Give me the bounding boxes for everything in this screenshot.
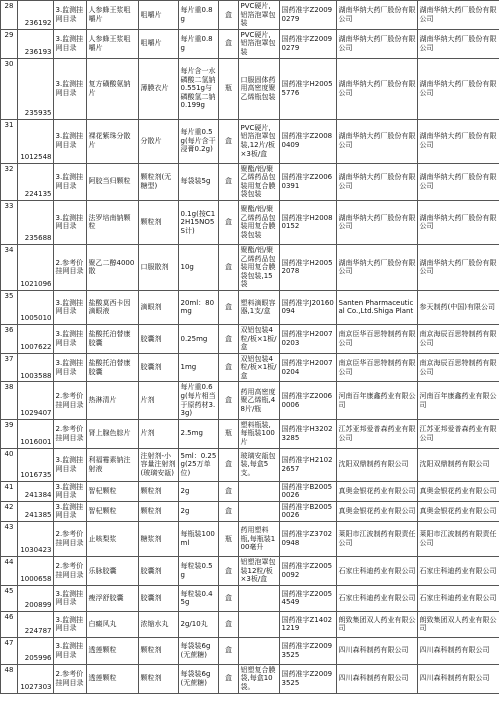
cell-package-description: 药用塑料瓶,每瓶装100毫升 [239, 522, 280, 557]
cell-package-description [239, 611, 280, 637]
cell-dosage-form: 片剂 [139, 419, 179, 448]
cell-manufacturer: 真奥金银花药业有限公司 [337, 501, 418, 521]
cell-specification: 每片重0.8g [179, 1, 219, 30]
cell-package-description: 玻璃安瓿包装,每盒5支。 [239, 448, 280, 481]
cell-specification: 2g [179, 501, 219, 521]
cell-package-unit: 盒 [219, 611, 239, 637]
cell-drug-name: 热淋清片 [87, 382, 139, 419]
cell-row-number: 30 [1, 58, 18, 119]
table-row [1, 637, 499, 664]
cell-row-number: 40 [1, 448, 18, 481]
cell-manufacturer: 四川森科制药有限公司 [337, 664, 418, 693]
cell-package-description: 双铝包装4粒/板×1板/盒 [239, 353, 280, 382]
table-row [1, 1, 499, 30]
table-row [1, 353, 499, 382]
cell-package-description: 铝塑泡罩包装12粒/板×3板/盒 [239, 557, 280, 586]
cell-catalog-category: 3.监测挂网目录 [54, 1, 87, 30]
cell-package-unit: 盒 [219, 501, 239, 521]
table-row [1, 481, 499, 501]
cell-catalog-category: 3.监测挂网目录 [54, 119, 87, 163]
table-row [1, 664, 499, 693]
cell-catalog-category: 2.参考价挂网目录 [54, 419, 87, 448]
cell-package-unit: 盒 [219, 557, 239, 586]
cell-dosage-form: 胶囊剂 [139, 353, 179, 382]
cell-row-number: 46 [1, 611, 18, 637]
cell-row-number: 33 [1, 200, 18, 244]
cell-product-code: 224787 [18, 611, 54, 637]
cell-package-unit: 盒 [219, 29, 239, 58]
cell-specification: 0.1g(按C12H15NO5S计) [179, 200, 219, 244]
cell-approval-number: 国药准字Z20050092 [280, 557, 337, 586]
cell-specification: 每袋装6g(无蔗糖) [179, 664, 219, 693]
cell-catalog-category: 3.监测挂网目录 [54, 501, 87, 521]
cell-product-code: 236193 [18, 29, 54, 58]
cell-listing-company: 参天制药(中国)有限公司 [418, 290, 499, 324]
cell-dosage-form: 咀嚼片 [139, 1, 179, 30]
cell-manufacturer: 湖南华纳大药厂股份有限公司 [337, 1, 418, 30]
cell-manufacturer: 四川森科制药有限公司 [337, 637, 418, 664]
cell-drug-name: 透莲颗粒 [87, 637, 139, 664]
cell-specification: 每袋装5g [179, 163, 219, 200]
table-row [1, 163, 499, 200]
cell-package-unit: 盒 [219, 353, 239, 382]
cell-catalog-category: 2.参考价挂网目录 [54, 522, 87, 557]
cell-row-number: 34 [1, 244, 18, 290]
cell-dosage-form: 颗粒剂 [139, 501, 179, 521]
cell-catalog-category: 2.参考价挂网目录 [54, 664, 87, 693]
cell-product-code: 224135 [18, 163, 54, 200]
cell-package-unit: 盒 [219, 382, 239, 419]
table-row [1, 244, 499, 290]
cell-dosage-form: 滴眼剂 [139, 290, 179, 324]
cell-manufacturer: 湖南华纳大药厂股份有限公司 [337, 119, 418, 163]
cell-drug-name: 肾上腺色腙片 [87, 419, 139, 448]
cell-package-unit: 瓶 [219, 522, 239, 557]
cell-drug-name: 人参蜂王浆咀嚼片 [87, 1, 139, 30]
cell-listing-company: 湖南华纳大药厂股份有限公司 [418, 163, 499, 200]
cell-listing-company: 四川森科制药有限公司 [418, 664, 499, 693]
cell-drug-name: 盐酸莫西卡因滴眼液 [87, 290, 139, 324]
cell-product-code: 1007622 [18, 324, 54, 353]
cell-drug-name: 止咳梨浆 [87, 522, 139, 557]
cell-drug-name: 盐酸托泊替康胶囊 [87, 324, 139, 353]
cell-package-description: PVC硬片,铝箔泡罩包装 [239, 1, 280, 30]
cell-row-number: 39 [1, 419, 18, 448]
cell-manufacturer: 湖南华纳大药厂股份有限公司 [337, 244, 418, 290]
cell-dosage-form: 胶囊剂 [139, 557, 179, 586]
cell-product-code: 1027303 [18, 664, 54, 693]
cell-dosage-form: 胶囊剂 [139, 585, 179, 611]
cell-row-number: 31 [1, 119, 18, 163]
cell-package-description: 铝塑复合膜袋,每盒10袋。 [239, 664, 280, 693]
cell-dosage-form: 颗粒剂 [139, 637, 179, 664]
cell-drug-name: 阿胶当归颗粒 [87, 163, 139, 200]
cell-approval-number: 国药准字Z20060006 [280, 382, 337, 419]
cell-drug-name: 复方磺酸氨钠片 [87, 58, 139, 119]
cell-dosage-form: 颗粒剂(无糖型) [139, 163, 179, 200]
cell-product-code: 205996 [18, 637, 54, 664]
table-row [1, 382, 499, 419]
cell-listing-company: 石家庄科迪药业有限公司 [418, 557, 499, 586]
cell-approval-number: 国药准字H20070203 [280, 324, 337, 353]
cell-package-unit: 盒 [219, 200, 239, 244]
cell-manufacturer: 南京臣华百思特制药有限公司 [337, 353, 418, 382]
cell-row-number: 41 [1, 481, 18, 501]
cell-approval-number: 国药准字Z37020948 [280, 522, 337, 557]
cell-manufacturer: 莱阳市江波制药有限责任公司 [337, 522, 418, 557]
cell-listing-company: 湖南华纳大药厂股份有限公司 [418, 58, 499, 119]
cell-product-code: 1003588 [18, 353, 54, 382]
cell-manufacturer: 朗致集团双人药业有限公司 [337, 611, 418, 637]
cell-product-code: 1029407 [18, 382, 54, 419]
cell-approval-number: 国药准字B20050026 [280, 501, 337, 521]
cell-listing-company: 湖南华纳大药厂股份有限公司 [418, 200, 499, 244]
cell-row-number: 29 [1, 29, 18, 58]
cell-package-unit: 盒 [219, 324, 239, 353]
cell-specification: 20ml：80mg [179, 290, 219, 324]
cell-dosage-form: 口服散剂 [139, 244, 179, 290]
cell-approval-number: 国药准字Z20080409 [280, 119, 337, 163]
cell-specification: 每片重0.5g(每片含干浸膏0.2g) [179, 119, 219, 163]
cell-row-number: 38 [1, 382, 18, 419]
cell-drug-name: 瘦浮舒胶囊 [87, 585, 139, 611]
table-row [1, 448, 499, 481]
cell-listing-company: 南京海辰百思特制药有限公司 [418, 353, 499, 382]
cell-manufacturer: 沈阳双鼎制药有限公司 [337, 448, 418, 481]
cell-listing-company: 沈阳双鼎制药有限公司 [418, 448, 499, 481]
cell-catalog-category: 2.参考价挂网目录 [54, 244, 87, 290]
cell-package-unit: 盒 [219, 664, 239, 693]
cell-package-description: 药用高密度聚乙烯瓶,48片/瓶 [239, 382, 280, 419]
cell-listing-company: 真奥金银花药业有限公司 [418, 481, 499, 501]
cell-package-unit: 盒 [219, 119, 239, 163]
cell-catalog-category: 3.监测挂网目录 [54, 324, 87, 353]
cell-dosage-form: 颗粒剂 [139, 481, 179, 501]
cell-drug-name: 法罗培南钠颗粒 [87, 200, 139, 244]
cell-row-number: 43 [1, 522, 18, 557]
cell-catalog-category: 3.监测挂网目录 [54, 200, 87, 244]
table-row [1, 501, 499, 521]
cell-package-unit: 盒 [219, 637, 239, 664]
cell-approval-number: 国药准字Z20093525 [280, 664, 337, 693]
cell-product-code: 241385 [18, 501, 54, 521]
cell-drug-name: 乐脉胶囊 [87, 557, 139, 586]
cell-listing-company: 四川森科制药有限公司 [418, 637, 499, 664]
cell-approval-number: 国药准字H20055776 [280, 58, 337, 119]
cell-catalog-category: 3.监测挂网目录 [54, 585, 87, 611]
cell-package-unit: 盒 [219, 244, 239, 290]
cell-specification: 2.5mg [179, 419, 219, 448]
cell-row-number: 35 [1, 290, 18, 324]
cell-package-unit: 盒 [219, 163, 239, 200]
cell-manufacturer: 真奥金银花药业有限公司 [337, 481, 418, 501]
cell-catalog-category: 3.监测挂网目录 [54, 637, 87, 664]
cell-listing-company: 湖南华纳大药厂股份有限公司 [418, 29, 499, 58]
table-row [1, 290, 499, 324]
cell-row-number: 48 [1, 664, 18, 693]
cell-package-description: PVC硬片,铝箔泡罩包装 [239, 29, 280, 58]
cell-drug-name: 智杞颗粒 [87, 501, 139, 521]
cell-drug-name: 白癜风丸 [87, 611, 139, 637]
cell-drug-name: 智杞颗粒 [87, 481, 139, 501]
cell-package-unit: 瓶 [219, 419, 239, 448]
cell-manufacturer: 湖南华纳大药厂股份有限公司 [337, 58, 418, 119]
cell-manufacturer: 湖南华纳大药厂股份有限公司 [337, 200, 418, 244]
cell-listing-company: 朗致集团双人药业有限公司 [418, 611, 499, 637]
table-row [1, 58, 499, 119]
cell-manufacturer: 湖南华纳大药厂股份有限公司 [337, 29, 418, 58]
cell-approval-number: 国药准字J20160094 [280, 290, 337, 324]
cell-approval-number: 国药准字Z14021219 [280, 611, 337, 637]
cell-product-code: 1030423 [18, 522, 54, 557]
cell-package-unit: 瓶 [219, 58, 239, 119]
cell-specification: 5ml：0.25g(25万单位) [179, 448, 219, 481]
cell-catalog-category: 2.参考价挂网目录 [54, 382, 87, 419]
table-row [1, 29, 499, 58]
cell-row-number: 32 [1, 163, 18, 200]
cell-catalog-category: 3.监测挂网目录 [54, 29, 87, 58]
cell-listing-company: 湖南华纳大药厂股份有限公司 [418, 244, 499, 290]
cell-catalog-category: 3.监测挂网目录 [54, 481, 87, 501]
cell-package-unit: 盒 [219, 448, 239, 481]
cell-dosage-form: 浓缩水丸 [139, 611, 179, 637]
cell-package-description: 塑料瓶装,每瓶装100片 [239, 419, 280, 448]
cell-dosage-form: 胶囊剂 [139, 324, 179, 353]
cell-approval-number: 国药准字Z20090279 [280, 29, 337, 58]
drug-table-body [1, 1, 499, 694]
cell-approval-number: 国药准字B20050026 [280, 481, 337, 501]
cell-row-number: 28 [1, 1, 18, 30]
cell-product-code: 236192 [18, 1, 54, 30]
cell-product-code: 1012548 [18, 119, 54, 163]
cell-approval-number: 国药准字H32023285 [280, 419, 337, 448]
cell-manufacturer: 湖南华纳大药厂股份有限公司 [337, 163, 418, 200]
table-row [1, 324, 499, 353]
cell-row-number: 36 [1, 324, 18, 353]
cell-approval-number: 国药准字Z20054549 [280, 585, 337, 611]
cell-dosage-form: 注射剂-小容量注射剂(玻璃安瓿) [139, 448, 179, 481]
cell-listing-company: 莱阳市江波制药有限责任公司 [418, 522, 499, 557]
cell-package-description [239, 481, 280, 501]
cell-product-code: 1000658 [18, 557, 54, 586]
cell-product-code: 1021096 [18, 244, 54, 290]
table-row [1, 522, 499, 557]
cell-drug-name: 透莲颗粒 [87, 664, 139, 693]
cell-package-description [239, 501, 280, 521]
table-row [1, 557, 499, 586]
cell-dosage-form: 颗粒剂 [139, 664, 179, 693]
cell-row-number: 45 [1, 585, 18, 611]
cell-catalog-category: 3.监测挂网目录 [54, 290, 87, 324]
cell-catalog-category: 3.监测挂网目录 [54, 163, 87, 200]
cell-package-description: 塑料滴眼容器,1支/盒 [239, 290, 280, 324]
cell-specification: 每袋装6g(无蔗糖) [179, 637, 219, 664]
cell-product-code: 235935 [18, 58, 54, 119]
table-row [1, 419, 499, 448]
cell-specification: 每粒装0.5g [179, 557, 219, 586]
cell-specification: 每粒装0.45g [179, 585, 219, 611]
cell-product-code: 241384 [18, 481, 54, 501]
cell-specification: 0.25mg [179, 324, 219, 353]
cell-listing-company: 南京海辰百思特制药有限公司 [418, 324, 499, 353]
cell-manufacturer: 江苏亚邦爱普森药业有限公司 [337, 419, 418, 448]
cell-drug-name: 盐酸托泊替康胶囊 [87, 353, 139, 382]
cell-package-unit: 盒 [219, 1, 239, 30]
table-row [1, 119, 499, 163]
cell-dosage-form: 糖浆剂 [139, 522, 179, 557]
cell-package-unit: 盒 [219, 481, 239, 501]
cell-specification: 每片重0.6g(每片相当于原药材3.3g) [179, 382, 219, 419]
cell-row-number: 37 [1, 353, 18, 382]
cell-package-description: 聚酯/铝/聚乙烯药品包装用复合膜袋包装 [239, 163, 280, 200]
cell-drug-name: 利福霉素钠注射液 [87, 448, 139, 481]
table-row [1, 611, 499, 637]
cell-row-number: 42 [1, 501, 18, 521]
cell-specification: 每片含一水磷酸二氢钠0.551g与磷酸氢二钠0.199g [179, 58, 219, 119]
cell-product-code: 1016001 [18, 419, 54, 448]
cell-catalog-category: 2.参考价挂网目录 [54, 557, 87, 586]
cell-product-code: 1016735 [18, 448, 54, 481]
cell-package-description: 聚酯/铝/聚乙烯药品包装用复合膜袋包装 [239, 200, 280, 244]
cell-specification: 10g [179, 244, 219, 290]
cell-specification: 每瓶装100ml [179, 522, 219, 557]
cell-package-description: PVC硬片,铝箔泡罩包装,12片/板×3板/盒 [239, 119, 280, 163]
cell-dosage-form: 片剂 [139, 382, 179, 419]
cell-approval-number: 国药准字Z20090279 [280, 1, 337, 30]
cell-product-code: 200899 [18, 585, 54, 611]
cell-catalog-category: 3.监测挂网目录 [54, 58, 87, 119]
cell-dosage-form: 分散片 [139, 119, 179, 163]
cell-approval-number: 国药准字H21022657 [280, 448, 337, 481]
cell-product-code: 235688 [18, 200, 54, 244]
cell-product-code: 1005010 [18, 290, 54, 324]
cell-drug-name: 人参蜂王浆咀嚼片 [87, 29, 139, 58]
cell-dosage-form: 薄膜衣片 [139, 58, 179, 119]
cell-approval-number: 国药准字H20052078 [280, 244, 337, 290]
cell-package-unit: 盒 [219, 290, 239, 324]
cell-drug-name: 裸花紫珠分散片 [87, 119, 139, 163]
cell-row-number: 44 [1, 557, 18, 586]
cell-approval-number: 国药准字Z20060391 [280, 163, 337, 200]
cell-listing-company: 江苏亚邦爱普森药业有限公司 [418, 419, 499, 448]
cell-manufacturer: Santen Pharmaceutical Co.,Ltd.Shiga Plant [337, 290, 418, 324]
cell-manufacturer: 石家庄科迪药业有限公司 [337, 585, 418, 611]
cell-package-description [239, 637, 280, 664]
table-row [1, 200, 499, 244]
cell-listing-company: 真奥金银花药业有限公司 [418, 501, 499, 521]
cell-package-description: 双铝包装4粒/板×1板/盒 [239, 324, 280, 353]
cell-row-number: 47 [1, 637, 18, 664]
cell-manufacturer: 石家庄科迪药业有限公司 [337, 557, 418, 586]
cell-dosage-form: 咀嚼片 [139, 29, 179, 58]
cell-package-description [239, 585, 280, 611]
cell-listing-company: 石家庄科迪药业有限公司 [418, 585, 499, 611]
cell-approval-number: 国药准字H20070204 [280, 353, 337, 382]
cell-package-unit: 盒 [219, 585, 239, 611]
cell-specification: 2g/10丸 [179, 611, 219, 637]
cell-catalog-category: 3.监测挂网目录 [54, 353, 87, 382]
table-row [1, 585, 499, 611]
cell-catalog-category: 3.监测挂网目录 [54, 611, 87, 637]
cell-listing-company: 湖南华纳大药厂股份有限公司 [418, 1, 499, 30]
cell-specification: 1mg [179, 353, 219, 382]
cell-listing-company: 河南百年康鑫药业有限公司 [418, 382, 499, 419]
cell-specification: 2g [179, 481, 219, 501]
cell-package-description: 口服固体药用高密度聚乙烯瓶包装 [239, 58, 280, 119]
cell-approval-number: 国药准字Z20093525 [280, 637, 337, 664]
cell-package-description: 聚酯/铝/聚乙烯药品包装用复合膜袋包装,15袋 [239, 244, 280, 290]
cell-manufacturer: 南京臣华百思特制药有限公司 [337, 324, 418, 353]
cell-specification: 每片重0.8g [179, 29, 219, 58]
cell-catalog-category: 3.监测挂网目录 [54, 448, 87, 481]
cell-manufacturer: 河南百年康鑫药业有限公司 [337, 382, 418, 419]
cell-approval-number: 国药准字H20080152 [280, 200, 337, 244]
cell-dosage-form: 颗粒剂 [139, 200, 179, 244]
cell-listing-company: 湖南华纳大药厂股份有限公司 [418, 119, 499, 163]
cell-drug-name: 聚乙二醇4000散 [87, 244, 139, 290]
